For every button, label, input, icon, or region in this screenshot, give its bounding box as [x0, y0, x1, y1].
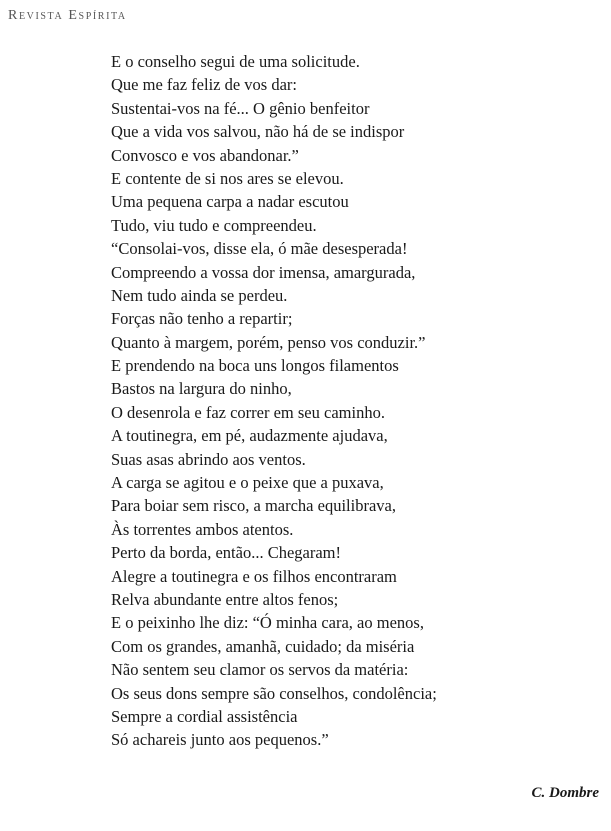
- poem-line: Os seus dons sempre são conselhos, condolência;: [111, 683, 437, 703]
- poem-line: Sempre a cordial assistência: [111, 706, 298, 726]
- poem-line: Para boiar sem risco, a marcha equilibrava,: [111, 496, 396, 516]
- poem-line: Relva abundante entre altos fenos;: [111, 589, 339, 609]
- poem-line: Não sentem seu clamor os servos da matéria:: [111, 660, 409, 680]
- poem-line: Uma pequena carpa a nadar escutou: [111, 192, 349, 212]
- poem-line: Tudo, viu tudo e compreendeu.: [111, 215, 317, 235]
- poem-line: Com os grandes, amanhã, cuidado; da miséria: [111, 636, 415, 656]
- poem-line: A toutinegra, em pé, audazmente ajudava,: [111, 426, 388, 446]
- poem-line: Bastos na largura do ninho,: [111, 379, 292, 399]
- poem-line: E prendendo na boca uns longos filamentos: [111, 356, 399, 376]
- running-head-title: Revista Espírita: [8, 8, 127, 23]
- poem-line: Compreendo a vossa dor imensa, amargurada,: [111, 262, 416, 282]
- poem-line: Alegre a toutinegra e os filhos encontraram: [111, 566, 397, 586]
- poem-line: O desenrola e faz correr em seu caminho.: [111, 402, 385, 422]
- poem-line: Só achareis junto aos pequenos.”: [111, 730, 329, 750]
- poem-line: A carga se agitou e o peixe que a puxava,: [111, 473, 384, 493]
- poem-line: Que a vida vos salvou, não há de se indispor: [111, 122, 405, 142]
- poem-line: Quanto à margem, porém, penso vos conduzir.”: [111, 332, 426, 352]
- author-signature: C. Dombre: [531, 785, 599, 801]
- poem-line: E o peixinho lhe diz: “Ó minha cara, ao menos,: [111, 613, 424, 633]
- poem-line: Perto da borda, então... Chegaram!: [111, 543, 342, 563]
- poem-body: [111, 50, 437, 752]
- poem-line: “Consolai-vos, disse ela, ó mãe desesperada!: [111, 239, 408, 259]
- poem-line: Suas asas abrindo aos ventos.: [111, 449, 306, 469]
- poem-line: E o conselho segui de uma solicitude.: [111, 52, 360, 71]
- poem-line: Que me faz feliz de vos dar:: [111, 75, 297, 95]
- poem-line: E contente de si nos ares se elevou.: [111, 168, 344, 188]
- poem-line: Forças não tenho a repartir;: [111, 309, 293, 329]
- poem-line: Sustentai-vos na fé... O gênio benfeitor: [111, 98, 370, 118]
- poem-line: Convosco e vos abandonar.”: [111, 145, 299, 165]
- poem-line: Às torrentes ambos atentos.: [111, 519, 294, 539]
- poem-line: Nem tudo ainda se perdeu.: [111, 285, 288, 305]
